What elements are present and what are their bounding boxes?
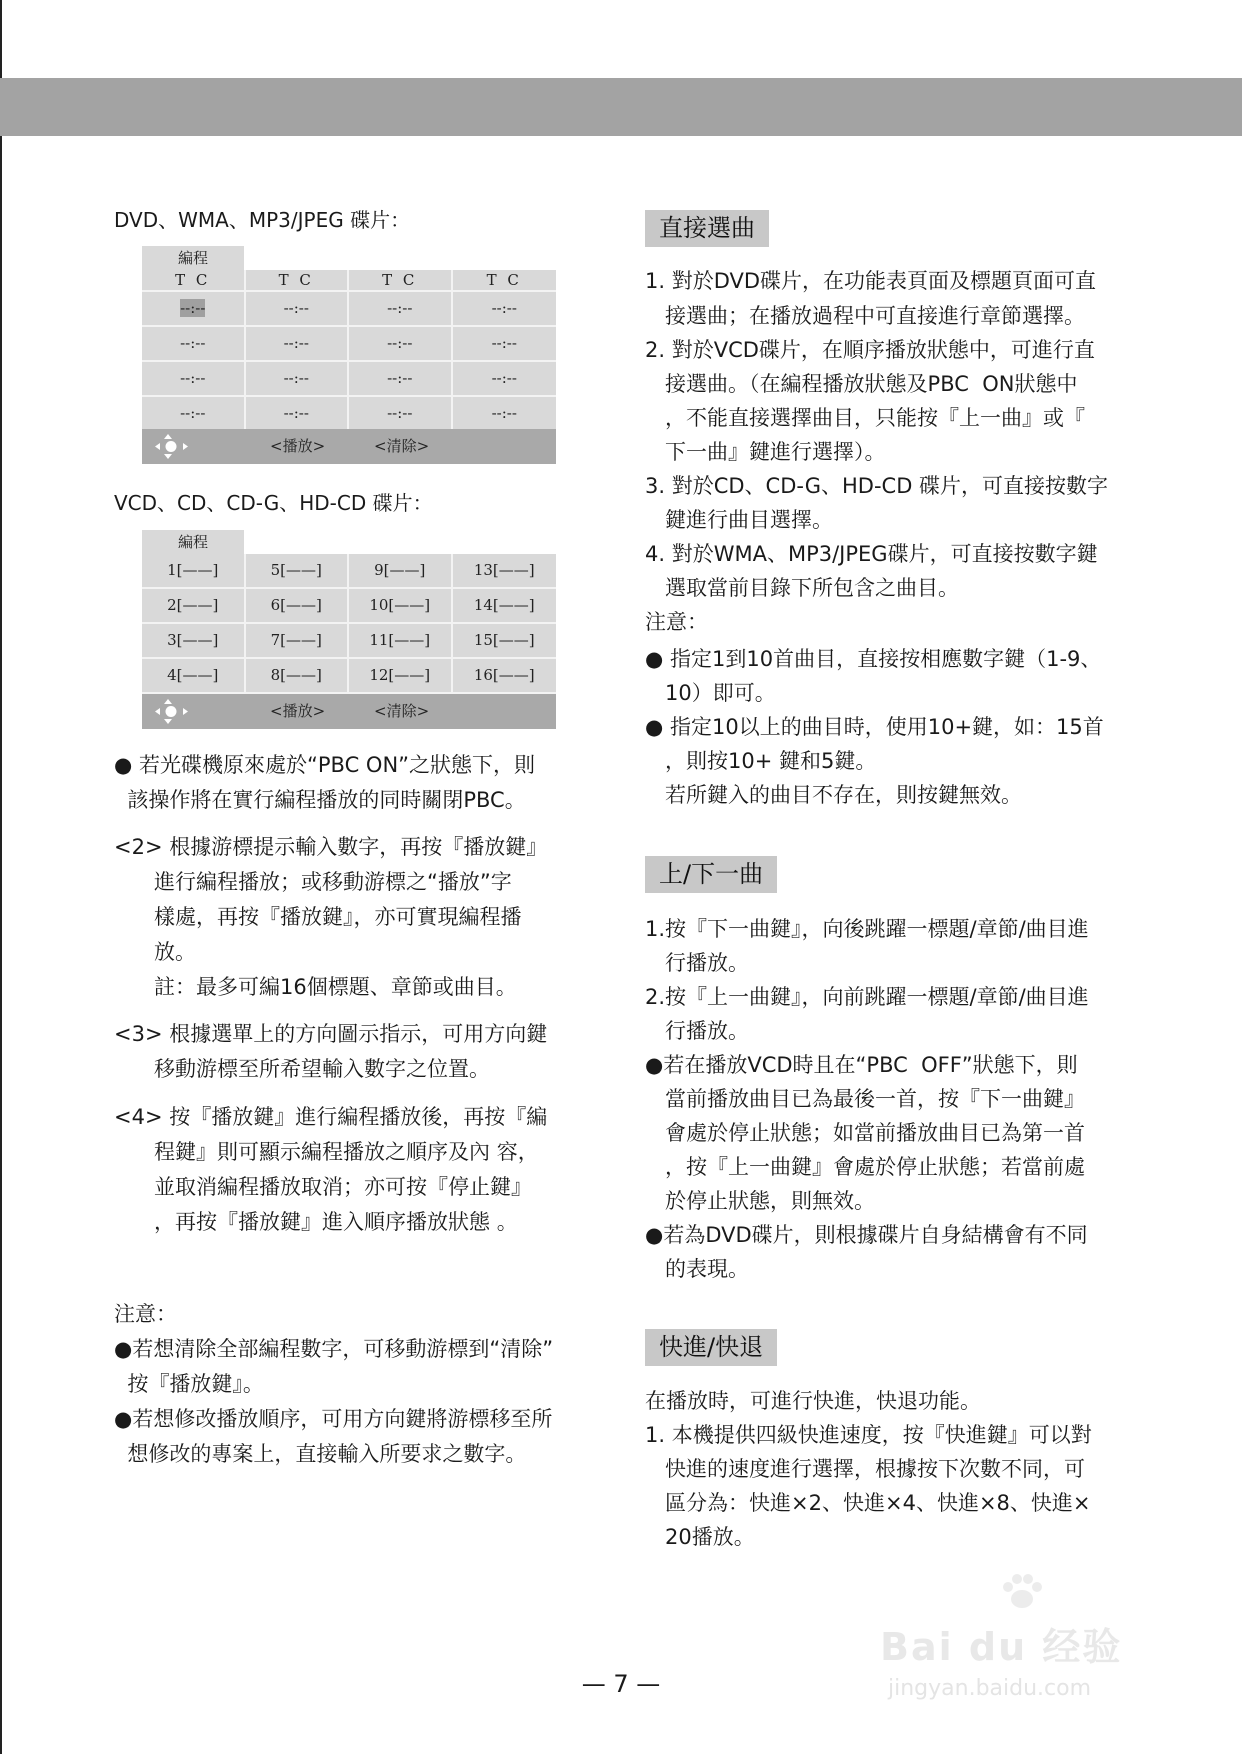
watermark-brand: Bai du 经验 — [880, 1625, 1123, 1669]
section-header-prev-next: 上/下一曲 — [645, 856, 777, 893]
osd-play-button[interactable]: <播放> — [270, 437, 326, 455]
direct-select-note: 若所鍵入的曲目不存在，則按鍵無效。 — [645, 783, 1023, 807]
osd-vcd-slot[interactable]: 15[——] — [453, 624, 557, 659]
prev-next-line: 於停止狀態，則無效。 — [645, 1189, 876, 1213]
step-2-line: 放。 — [114, 940, 197, 964]
osd-dvd-slot[interactable]: --:-- — [453, 397, 557, 432]
note-pbc-line: ● 若光碟機原來處於“PBC ON”之狀態下，則 — [114, 753, 536, 777]
osd-dvd-panel — [142, 270, 556, 464]
osd-vcd-slot[interactable]: 16[——] — [453, 659, 557, 694]
direct-select-line: 選取當前目錄下所包含之曲目。 — [645, 576, 960, 600]
osd-vcd-slot[interactable]: 7[——] — [246, 624, 350, 659]
ff-rew-line: 1. 本機提供四級快進速度，按『快進鍵』可以對 — [645, 1423, 1092, 1447]
osd-dvd-header: T C — [142, 270, 246, 292]
prev-next-line: 1.按『下一曲鍵』，向後跳躍一標題/章節/曲目進 — [645, 917, 1089, 941]
baidu-watermark — [880, 1572, 1200, 1722]
osd-vcd-slot[interactable]: 9[——] — [349, 554, 453, 589]
osd-vcd-slot[interactable]: 8[——] — [246, 659, 350, 694]
osd-dvd-slot[interactable]: --:-- — [349, 362, 453, 397]
osd-vcd-slot[interactable]: 6[——] — [246, 589, 350, 624]
osd-dvd-slot[interactable]: --:-- — [246, 362, 350, 397]
direct-select-note: ● 指定1到10首曲目，直接按相應數字鍵（1-9、 — [645, 647, 1102, 671]
prev-next-line: 會處於停止狀態；如當前播放曲目已為第一首 — [645, 1121, 1086, 1145]
osd-dvd-slot[interactable]: --:-- — [453, 362, 557, 397]
osd-dvd-slot[interactable]: --:-- — [349, 397, 453, 432]
osd-dvd-slot[interactable]: --:-- — [246, 397, 350, 432]
osd-dvd-slot[interactable]: --:-- — [453, 327, 557, 362]
osd-dvd-header: T C — [349, 270, 453, 292]
osd-dvd-header: T C — [246, 270, 350, 292]
section-header-ff-rew: 快進/快退 — [645, 1329, 777, 1366]
direct-select-line: ，不能直接選擇曲目，只能按『上一曲』或『 — [645, 406, 1086, 430]
step-2-footnote: 註：最多可編16個標題、章節或曲目。 — [114, 975, 517, 999]
osd-dvd-control-bar — [142, 429, 556, 464]
step-3-line: <3> 根據選單上的方向圖示指示，可用方向鍵 — [114, 1022, 548, 1046]
direction-pad-icon — [154, 698, 190, 725]
osd-dvd-slot-selected[interactable]: --:-- — [142, 292, 246, 327]
direct-select-line: 鍵進行曲目選擇。 — [645, 508, 834, 532]
osd-dvd-slot[interactable]: --:-- — [349, 327, 453, 362]
direct-select-note: ● 指定10以上的曲目時，使用10+鍵，如：15首 — [645, 715, 1104, 739]
direct-select-line: 3. 對於CD、CD-G、HD-CD 碟片，可直接按數字 — [645, 474, 1109, 498]
osd-dvd-slot[interactable]: --:-- — [142, 327, 246, 362]
osd-play-button[interactable]: <播放> — [270, 702, 326, 720]
osd-vcd-panel — [142, 554, 556, 729]
direction-pad-icon — [154, 433, 190, 460]
dvd-osd-caption: DVD、WMA、MP3/JPEG 碟片： — [114, 208, 411, 232]
watermark-url: jingyan.baidu.com — [888, 1676, 1092, 1701]
header-band — [0, 78, 1242, 136]
prev-next-line: 行播放。 — [645, 1019, 750, 1043]
prev-next-line: ，按『上一曲鍵』會處於停止狀態；若當前處 — [645, 1155, 1086, 1179]
prev-next-line: ●若在播放VCD時且在“PBC OFF”狀態下，則 — [645, 1053, 1078, 1077]
osd-vcd-slot[interactable]: 10[——] — [349, 589, 453, 624]
osd-dvd-slot[interactable]: --:-- — [142, 362, 246, 397]
step-2-line: 進行編程播放；或移動游標之“播放”字 — [114, 870, 512, 894]
osd-dvd-slot[interactable]: --:-- — [246, 292, 350, 327]
direct-select-line: 下一曲』鍵進行選擇）。 — [645, 440, 886, 464]
prev-next-line: ●若為DVD碟片，則根據碟片自身結構會有不同 — [645, 1223, 1088, 1247]
ff-rew-line: 快進的速度進行選擇，根據按下次數不同，可 — [645, 1457, 1086, 1481]
prev-next-line: 2.按『上一曲鍵』，向前跳躍一標題/章節/曲目進 — [645, 985, 1089, 1009]
left-note-line: 想修改的專案上，直接輸入所要求之數字。 — [114, 1442, 527, 1466]
osd-vcd-slot[interactable]: 4[——] — [142, 659, 246, 694]
left-note-line: ●若想修改播放順序，可用方向鍵將游標移至所 — [114, 1407, 553, 1431]
osd-dvd-slot[interactable]: --:-- — [246, 327, 350, 362]
osd-dvd-slot[interactable]: --:-- — [453, 292, 557, 327]
ff-rew-line: 在播放時，可進行快進，快退功能。 — [645, 1389, 981, 1413]
ff-rew-line: 20播放。 — [645, 1525, 755, 1549]
step-2-line: <2> 根據游標提示輸入數字，再按『播放鍵』 — [114, 835, 548, 859]
osd-vcd-control-bar — [142, 694, 556, 729]
osd-dvd-slot[interactable]: --:-- — [142, 397, 246, 432]
direct-select-line: 接選曲。（在編程播放狀態及PBC ON狀態中 — [645, 372, 1078, 396]
osd-vcd-slot[interactable]: 14[——] — [453, 589, 557, 624]
direct-select-line: 接選曲；在播放過程中可直接進行章節選擇。 — [645, 304, 1086, 328]
osd-vcd-slot[interactable]: 11[——] — [349, 624, 453, 659]
ff-rew-line: 區分為：快進×2、快進×4、快進×8、快進× — [645, 1491, 1091, 1515]
osd-vcd-slot[interactable]: 1[——] — [142, 554, 246, 589]
step-4-line: 程鍵』則可顯示編程播放之順序及內 容， — [114, 1140, 539, 1164]
direct-select-line: 1. 對於DVD碟片，在功能表頁面及標題頁面可直 — [645, 269, 1097, 293]
direct-select-line: 4. 對於WMA、MP3/JPEG碟片，可直接按數字鍵 — [645, 542, 1098, 566]
step-4-line: 並取消編程播放取消；亦可按『停止鍵』 — [114, 1175, 533, 1199]
direct-select-line: 2. 對於VCD碟片，在順序播放狀態中，可進行直 — [645, 338, 1095, 362]
osd-vcd-slot[interactable]: 3[——] — [142, 624, 246, 659]
paw-icon — [998, 1572, 1046, 1612]
osd-dvd-header: T C — [453, 270, 557, 292]
step-4-line: <4> 按『播放鍵』進行編程播放後，再按『編 — [114, 1105, 548, 1129]
osd-dvd-slot[interactable]: --:-- — [349, 292, 453, 327]
section-header-direct-select: 直接選曲 — [645, 210, 769, 247]
step-3-line: 移動游標至所希望輸入數字之位置。 — [114, 1057, 491, 1081]
osd-vcd-slot[interactable]: 2[——] — [142, 589, 246, 624]
osd-vcd-slot[interactable]: 5[——] — [246, 554, 350, 589]
prev-next-line: 的表現。 — [645, 1257, 750, 1281]
left-note-line: 按『播放鍵』。 — [114, 1372, 264, 1396]
osd-vcd-slot[interactable]: 12[——] — [349, 659, 453, 694]
step-2-line: 樣處，再按『播放鍵』，亦可實現編程播 — [114, 905, 522, 929]
step-4-line: ，再按『播放鍵』進入順序播放狀態 。 — [114, 1210, 518, 1234]
osd-vcd-slot[interactable]: 13[——] — [453, 554, 557, 589]
osd-clear-button[interactable]: <清除> — [374, 702, 430, 720]
osd-vcd-tab: 編程 — [142, 530, 244, 554]
direct-select-note-title: 注意： — [645, 610, 708, 634]
osd-dvd-grid — [142, 270, 556, 432]
page-left-border — [0, 0, 2, 1754]
note-pbc-line: 該操作將在實行編程播放的同時關閉PBC。 — [114, 788, 526, 812]
direct-select-note: ，則按10+ 鍵和5鍵。 — [645, 749, 877, 773]
osd-dvd-tab: 編程 — [142, 246, 244, 270]
prev-next-line: 當前播放曲目已為最後一首，按『下一曲鍵』 — [645, 1087, 1086, 1111]
osd-vcd-grid — [142, 554, 556, 694]
page-number: — 7 — — [581, 1670, 661, 1698]
left-note-title: 注意： — [114, 1302, 177, 1326]
osd-clear-button[interactable]: <清除> — [374, 437, 430, 455]
direct-select-note: 10）即可。 — [645, 681, 776, 705]
left-note-line: ●若想清除全部編程數字，可移動游標到“清除” — [114, 1337, 554, 1361]
vcd-osd-caption: VCD、CD、CD-G、HD-CD 碟片： — [114, 491, 433, 515]
prev-next-line: 行播放。 — [645, 951, 750, 975]
